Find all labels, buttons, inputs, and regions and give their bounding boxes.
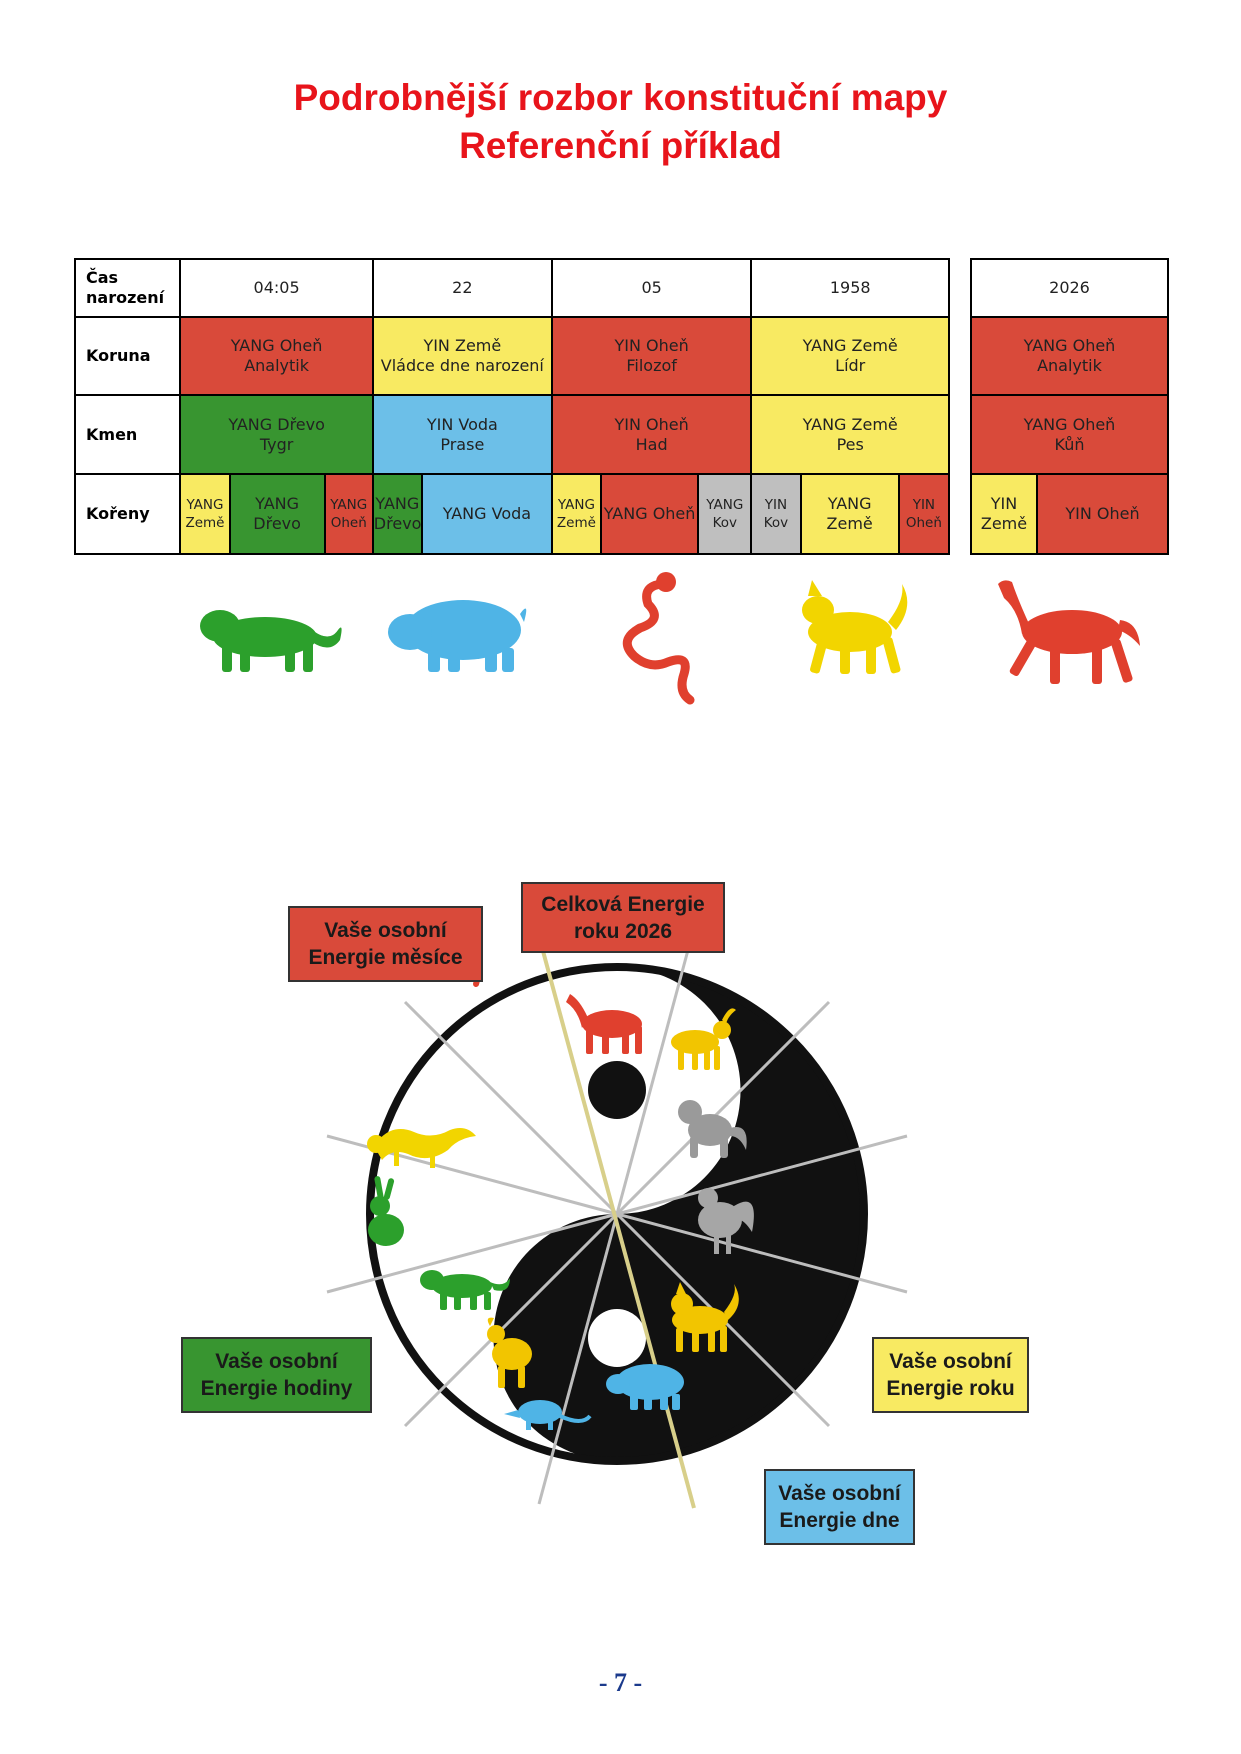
crown-month: YIN Oheň Filozof	[552, 317, 752, 395]
dog-icon	[802, 580, 907, 674]
stem-year: YANG Země Pes	[751, 395, 949, 474]
row-header-time: Čas narození	[75, 259, 180, 317]
root-cell: YANG Dřevo	[230, 474, 325, 554]
root-cell: YANG Dřevo	[373, 474, 422, 554]
row-header-crown: Koruna	[75, 317, 180, 395]
year-2026-table	[970, 258, 1169, 555]
root-cell: YANG Kov	[698, 474, 751, 554]
snake-head-icon	[656, 572, 676, 592]
root-cell: YANG Oheň	[601, 474, 698, 554]
time-year: 1958	[751, 259, 949, 317]
crown-year: YANG Země Lídr	[751, 317, 949, 395]
year-crown: YANG Oheň Analytik	[971, 317, 1168, 395]
page-subtitle: Referenční příklad	[459, 125, 782, 166]
label-hour-energy: Vaše osobní Energie hodiny	[181, 1337, 372, 1413]
constitution-table	[74, 258, 950, 555]
time-month: 05	[552, 259, 752, 317]
label-year-energy: Vaše osobní Energie roku	[872, 1337, 1029, 1413]
root-cell: YANG Země	[552, 474, 601, 554]
animals-row	[0, 570, 1241, 710]
row-header-roots: Kořeny	[75, 474, 180, 554]
root-cell: YANG Oheň	[325, 474, 373, 554]
root-cell: YIN Oheň	[899, 474, 949, 554]
pig-icon	[388, 600, 526, 672]
year-stem: YANG Oheň Kůň	[971, 395, 1168, 474]
row-header-stem: Kmen	[75, 395, 180, 474]
root-cell: YANG Země	[180, 474, 229, 554]
crown-day: YIN Země Vládce dne narození	[373, 317, 552, 395]
snake-icon	[627, 584, 690, 700]
root-cell: YIN Země	[971, 474, 1037, 554]
page-title: Podrobnější rozbor konstituční mapy	[293, 77, 948, 118]
time-hour: 04:05	[180, 259, 372, 317]
crown-hour: YANG Oheň Analytik	[180, 317, 372, 395]
label-year-total-energy: Celková Energie roku 2026	[521, 882, 725, 953]
stem-day: YIN Voda Prase	[373, 395, 552, 474]
root-cell: YANG Voda	[422, 474, 552, 554]
horse-icon	[998, 580, 1140, 684]
year-time: 2026	[971, 259, 1168, 317]
root-cell: YIN Kov	[751, 474, 800, 554]
label-month-energy: Vaše osobní Energie měsíce	[288, 906, 483, 982]
label-day-energy: Vaše osobní Energie dne	[764, 1469, 915, 1545]
root-cell: YIN Oheň	[1037, 474, 1168, 554]
tiger-icon	[200, 610, 342, 672]
root-cell: YANG Země	[801, 474, 899, 554]
stem-month: YIN Oheň Had	[552, 395, 752, 474]
stem-hour: YANG Dřevo Tygr	[180, 395, 372, 474]
time-day: 22	[373, 259, 552, 317]
page-number: - 7 -	[598, 1668, 643, 1697]
